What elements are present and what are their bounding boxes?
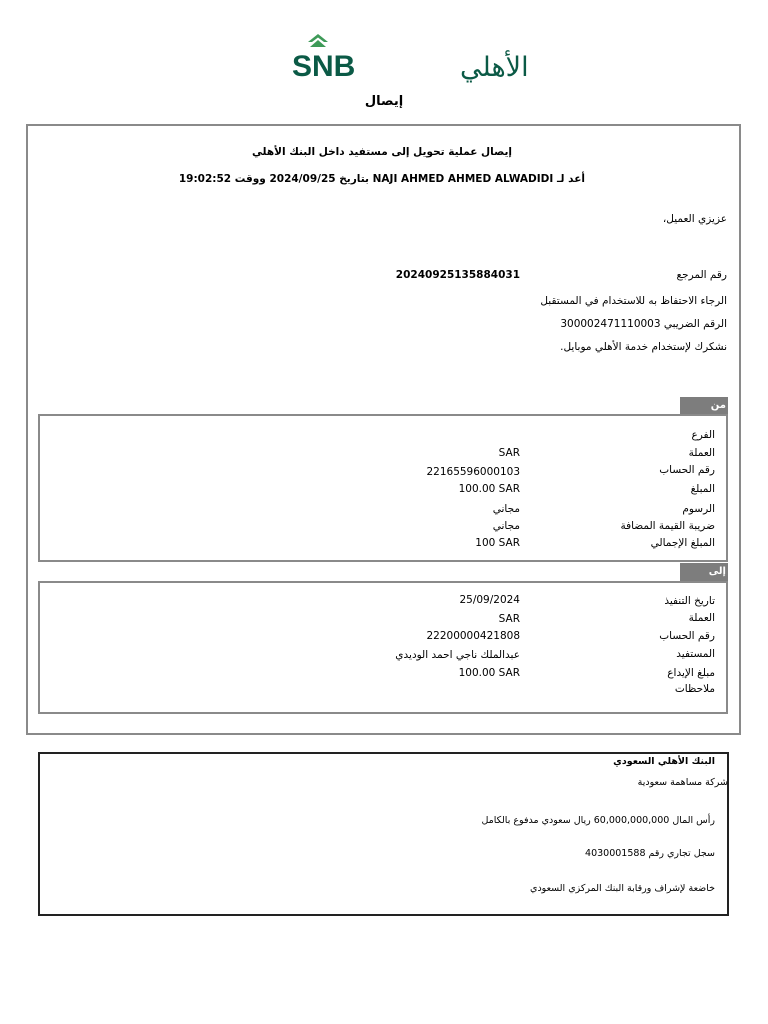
from-vat-label: ضريبة القيمة المضافة [620,520,715,532]
to-deposit-label: مبلغ الإيداع [667,667,715,679]
logo-arabic-text: الأهلي [460,52,529,83]
from-total-value: 100 SAR [475,537,520,549]
to-account-value: 22200000421808 [426,630,520,642]
snb-logo [288,30,529,84]
to-section-tab: إلى [680,563,728,581]
logo-latin-text: SNB [292,50,356,83]
footer-regulation: خاضعة لإشراف ورقابة البنك المركزي السعودي [530,883,715,894]
from-vat-value: مجاني [492,520,520,532]
from-amount-value: 100.00 SAR [458,483,520,495]
to-notes-label: ملاحظات [674,683,715,695]
to-currency-value: SAR [498,613,520,625]
from-section [38,414,728,562]
from-branch-label: الفرع [691,429,715,441]
to-beneficiary-value: عبدالملك ناجي احمد الوديدي [395,649,520,661]
from-amount-label: المبلغ [690,483,715,495]
from-section-tab: من [680,397,728,415]
tax-number: الرقم الضريبي 300002471110003 [560,318,727,330]
footer-capital: رأس المال 60,000,000,000 ريال سعودي مدفوع بالكامل [481,815,715,826]
greeting: عزيزي العميل، [662,213,727,225]
from-total-label: المبلغ الإجمالي [650,537,715,549]
to-date-value: 25/09/2024 [459,594,520,606]
keep-note: الرجاء الاحتفاظ به للاستخدام في المستقبل [540,295,727,307]
from-fees-label: الرسوم [682,503,715,515]
from-currency-label: العملة [688,447,715,459]
snb-logo-icon [288,30,529,84]
footer-company-type: شركة مساهمة سعودية [637,777,728,788]
transaction-title: إيصال عملية تحويل إلى مستفيد داخل البنك الأهلي [251,146,512,158]
thanks-note: نشكرك لإستخدام خدمة الأهلي موبايل. [560,341,727,353]
from-account-value: 22165596000103 [426,466,520,478]
to-deposit-value: 100.00 SAR [458,667,520,679]
to-beneficiary-label: المستفيد [676,648,715,660]
from-account-label: رقم الحساب [659,464,715,476]
reference-label: رقم المرجع [676,269,727,281]
reference-value: 20240925135884031 [395,269,520,281]
to-date-label: تاريخ التنفيذ [664,595,715,607]
to-account-label: رقم الحساب [659,630,715,642]
footer-commercial-register: سجل تجاري رقم 4030001588 [585,848,715,859]
from-currency-value: SAR [498,447,520,459]
prepared-for-line: أعد لـ NAJI AHMED AHMED ALWADIDI بتاريخ 2024/09/25 ووقت 19:02:52 [178,173,585,185]
to-section [38,581,728,714]
footer-bank-name: البنك الأهلي السعودي [613,756,715,767]
from-fees-value: مجاني [492,503,520,515]
to-currency-label: العملة [688,612,715,624]
receipt-title: إيصال [364,94,404,109]
